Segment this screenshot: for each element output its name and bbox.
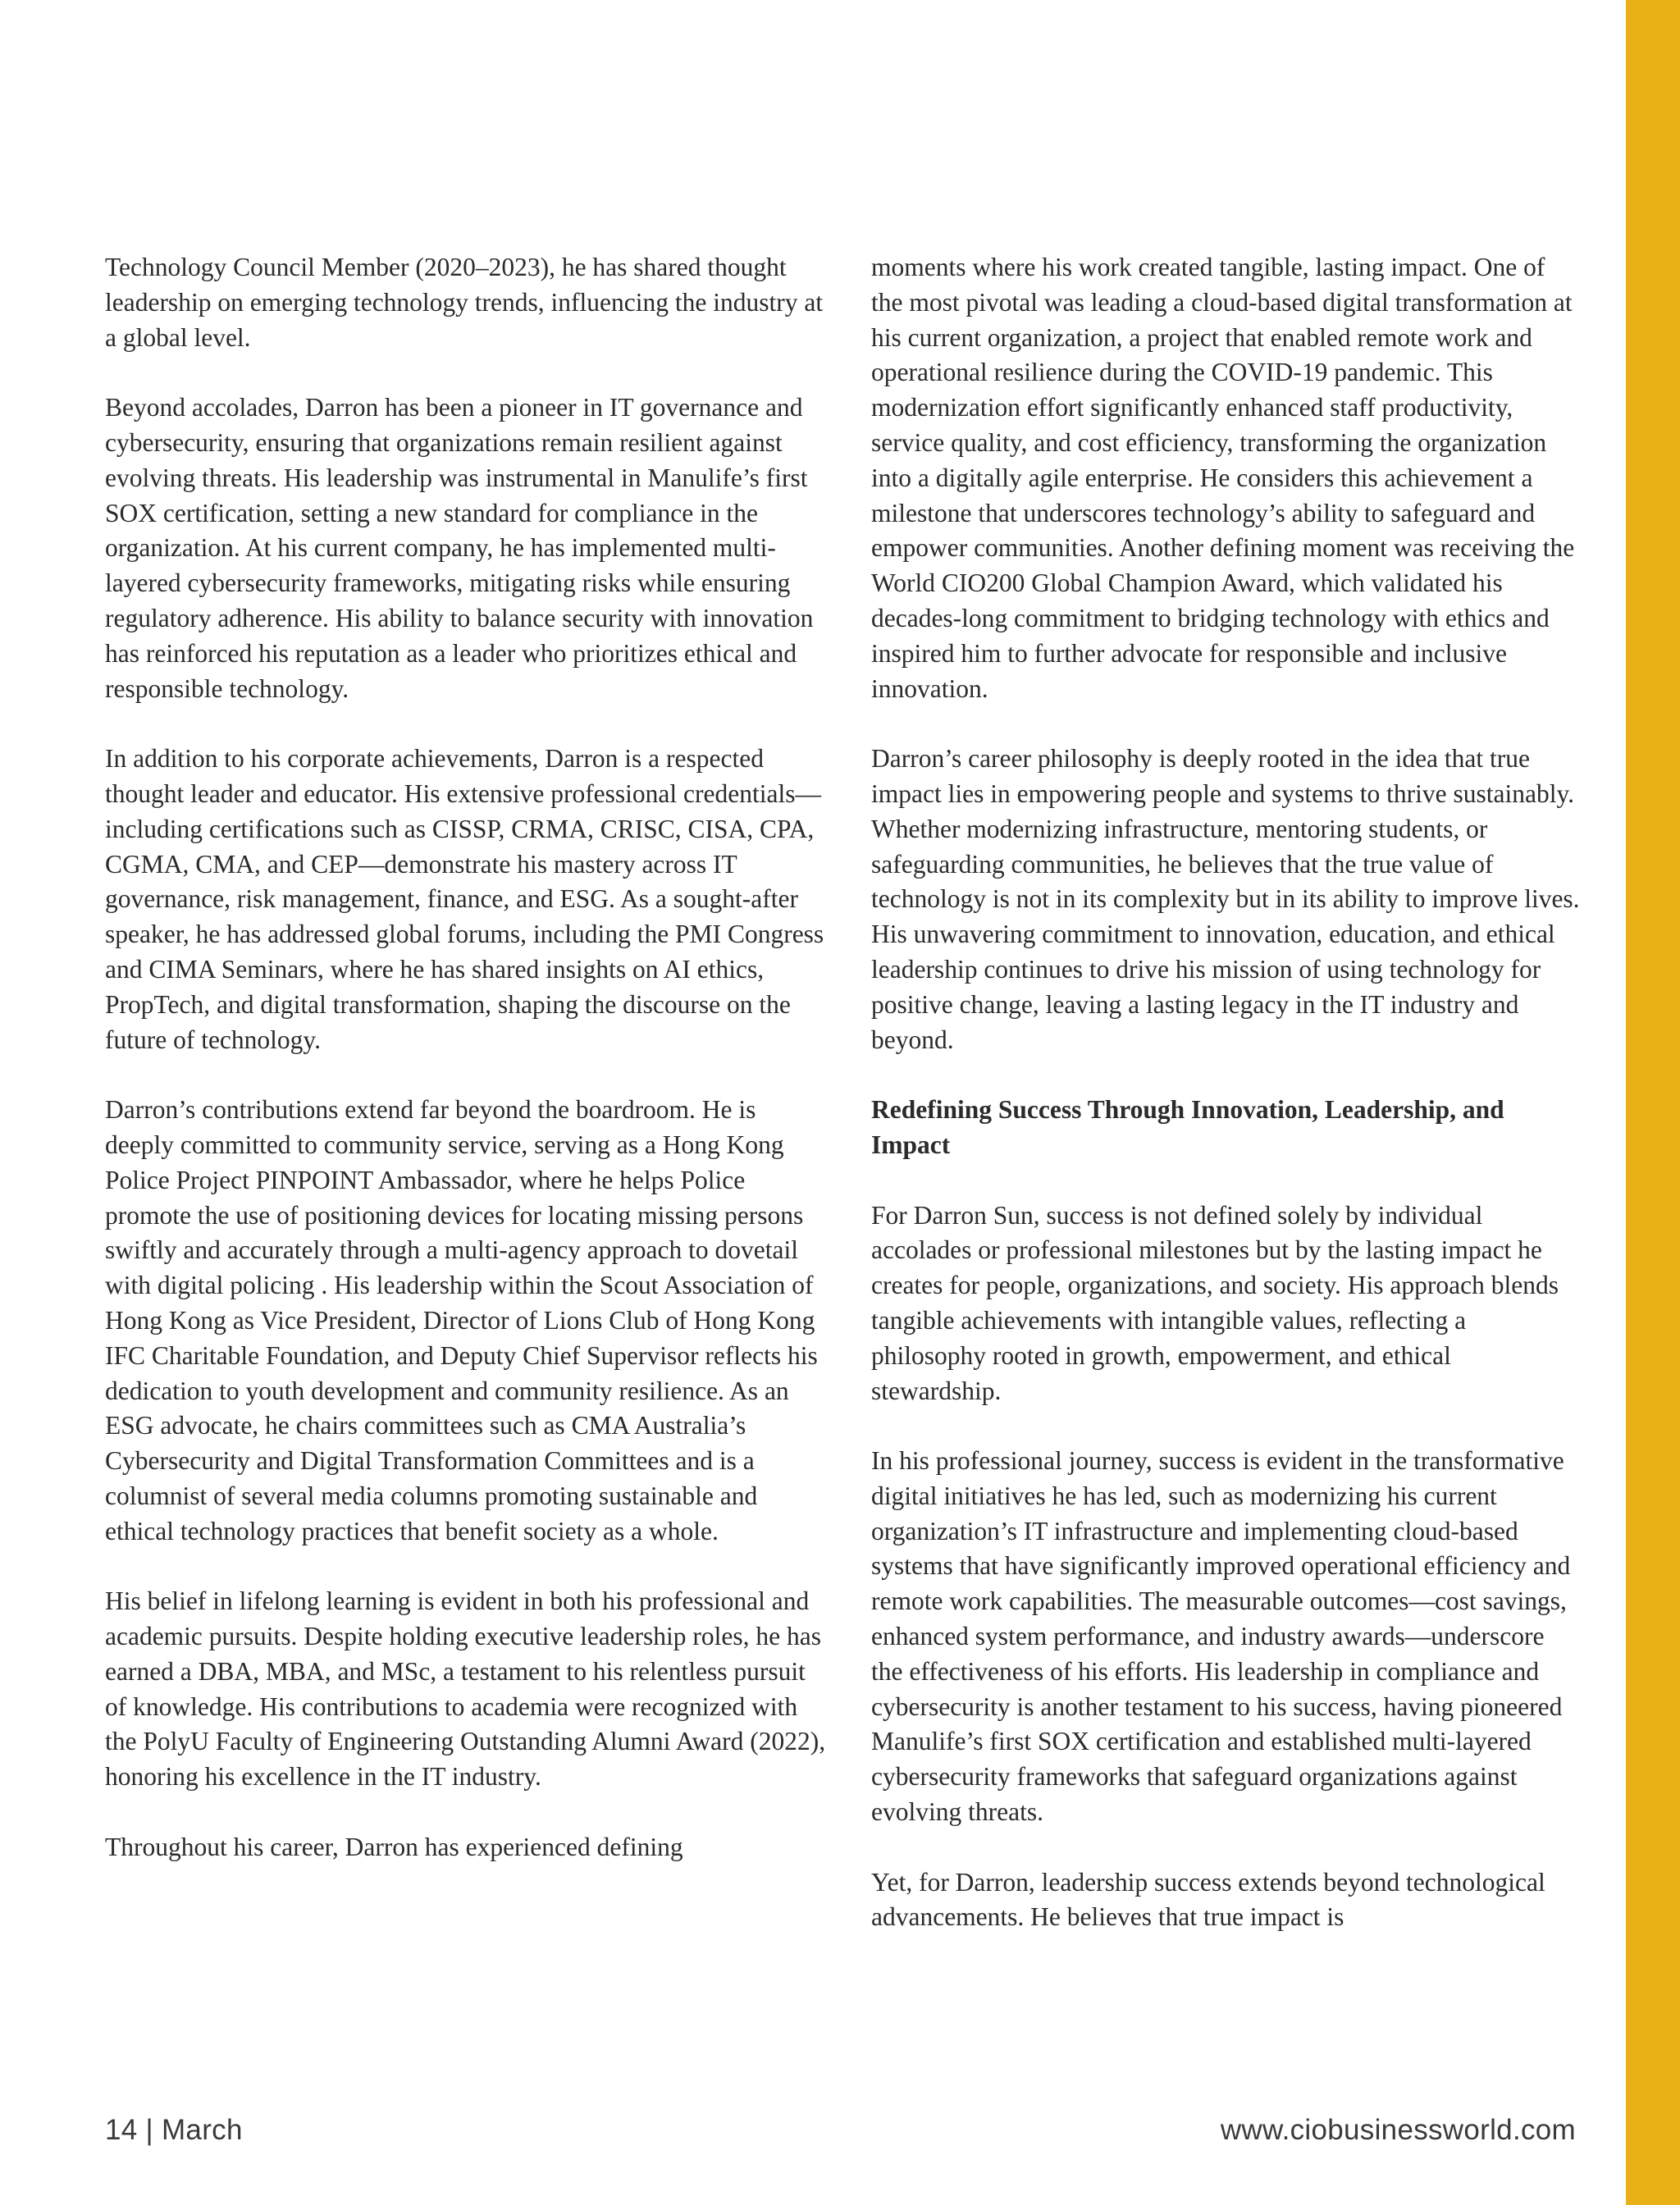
right-paragraph-2: Darron’s career philosophy is deeply rooted in the idea that true impact lies in empowering people and systems to thrive sustainably. Whether modernizing infrastructure, mentoring students, or safeguarding communities, he believes that the true value of technology is not in its complexity but in its ability to improve lives. His unwavering commitment to innovation, education, and ethical leadership continues to drive his mission of using technology for positive change, leaving a lasting legacy in the IT industry and beyond. [871,744,1580,1054]
right-paragraph-3: For Darron Sun, success is not defined solely by individual accolades or professional milestones but by the lasting impact he creates for people, organizations, and society. His approach blends tangible achievements with intangible values, reflecting a philosophy rooted in growth, empowerment, and ethical stewardship. [871,1200,1559,1405]
left-paragraph-6: Throughout his career, Darron has experienced defining [105,1832,683,1861]
left-paragraph-1: Technology Council Member (2020–2023), he has shared thought leadership on emerging technology trends, influencing the industry at a global level. [105,253,824,352]
right-paragraph-4: In his professional journey, success is evident in the transformative digital initiatives he has led, such as modernizing his current organization’s IT infrastructure and implementing cloud-based systems that have significantly improved operational efficiency and remote work capabilities. The measurable outcomes—cost savings, enhanced system performance, and industry awards—underscore the effectiveness of his efforts. His leadership in compliance and cybersecurity is another testament to his success, having pioneered Manulife’s first SOX certification and established multi-layered cybersecurity frameworks that safeguard organizations against evolving threats. [871,1446,1571,1827]
left-paragraph-3: In addition to his corporate achievements, Darron is a respected thought leader and educator. His extensive professional credentials—including certifications such as CISSP, CRMA, CRISC, CISA, CPA, CGMA, CMA, and CEP—demonstrate his mastery across IT governance, risk management, finance, and ESG. As a sought-after speaker, he has addressed global forums, including the PMI Congress and CIMA Seminars, where he has shared insights on AI ethics, PropTech, and digital transformation, shaping the discourse on the future of technology. [105,744,824,1054]
section-heading: Redefining Success Through Innovation, Leadership, and Impact [871,1095,1504,1159]
right-text-column [871,250,1582,1970]
page-number-label: 14 | March [105,2114,243,2146]
accent-side-bar [1626,0,1680,2205]
left-text-column [105,250,827,1900]
website-link[interactable]: www.ciobusinessworld.com [1220,2114,1576,2146]
left-paragraph-2: Beyond accolades, Darron has been a pioneer in IT governance and cybersecurity, ensuring that organizations remain resilient against evolving threats. His leadership was instrumental in Manulife’s first SOX certification, setting a new standard for compliance in the organization. At his current company, he has implemented multi-layered cybersecurity frameworks, mitigating risks while ensuring regulatory adherence. His ability to balance security with innovation has reinforced his reputation as a leader who prioritizes ethical and responsible technology. [105,393,814,703]
right-paragraph-1: moments where his work created tangible, lasting impact. One of the most pivotal was leading a cloud-based digital transformation at his current organization, a project that enabled remote work and operational resilience during the COVID-19 pandemic. This modernization effort significantly enhanced staff productivity, service quality, and cost efficiency, transforming the organization into a digitally agile enterprise. He considers this achievement a milestone that underscores technology’s ability to safeguard and empower communities. Another defining moment was receiving the World CIO200 Global Champion Award, which validated his decades-long commitment to bridging technology with ethics and inspired him to further advocate for responsible and inclusive innovation. [871,253,1575,703]
left-paragraph-4: Darron’s contributions extend far beyond the boardroom. He is deeply committed to community service, serving as a Hong Kong Police Project PINPOINT Ambassador, where he helps Police promote the use of positioning devices for locating missing persons swiftly and accurately through a multi-agency approach to dovetail with digital policing . His leadership within the Scout Association of Hong Kong as Vice President, Director of Lions Club of Hong Kong IFC Charitable Foundation, and Deputy Chief Supervisor reflects his dedication to youth development and community resilience. As an ESG advocate, he chairs committees such as CMA Australia’s Cybersecurity and Digital Transformation Committees and is a columnist of several media columns promoting sustainable and ethical technology practices that benefit society as a whole. [105,1095,818,1545]
left-paragraph-5: His belief in lifelong learning is evident in both his professional and academic pursuits. Despite holding executive leadership roles, he has earned a DBA, MBA, and MSc, a testament to his relentless pursuit of knowledge. His contributions to academia were recognized with the PolyU Faculty of Engineering Outstanding Alumni Award (2022), honoring his excellence in the IT industry. [105,1586,826,1792]
right-paragraph-5: Yet, for Darron, leadership success extends beyond technological advancements. He believes that true impact is [871,1867,1545,1932]
